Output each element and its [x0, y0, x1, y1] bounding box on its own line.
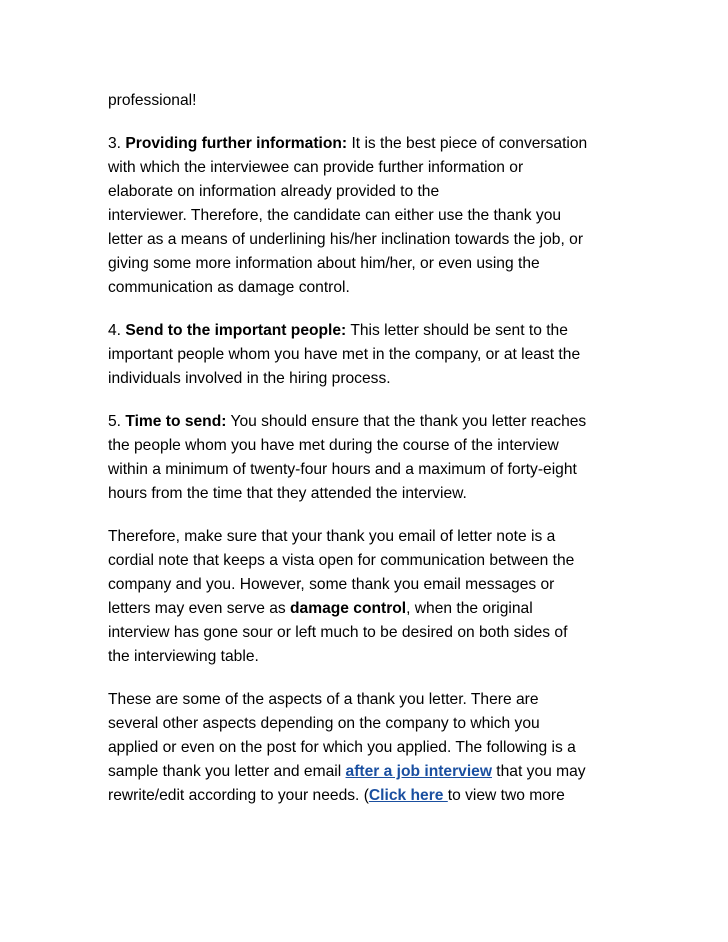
text-line	[108, 760, 628, 784]
text-line: professional!	[108, 92, 197, 109]
paragraph-point-5	[108, 410, 628, 506]
text-run: that you may	[491, 763, 586, 780]
text-line: letter as a means of underlining his/her inclination towards the job, or	[108, 231, 584, 248]
text-line	[108, 132, 628, 156]
text-line	[108, 410, 628, 434]
text-line: interviewer. Therefore, the candidate can either use the thank you	[108, 207, 562, 224]
point-number: 4.	[108, 322, 126, 339]
text-run: , when the original	[406, 600, 533, 617]
paragraph-point-4	[108, 319, 628, 391]
point-number: 5.	[108, 413, 126, 430]
text-line: communication as damage control.	[108, 279, 350, 296]
document-page	[108, 89, 628, 827]
paragraph-point-3	[108, 132, 628, 300]
point-number: 3.	[108, 135, 126, 152]
text-line: interview has gone sour or left much to be desired on both sides of	[108, 624, 568, 641]
text-line: with which the interviewee can provide further information or	[108, 159, 524, 176]
text-line: Therefore, make sure that your thank you email of letter note is a	[108, 528, 556, 545]
text-line: elaborate on information already provided to the	[108, 183, 440, 200]
text-line: cordial note that keeps a vista open for communication between the	[108, 552, 575, 569]
text-line: important people whom you have met in the company, or at least the	[108, 346, 581, 363]
after-job-interview-link[interactable]: after a job interview	[345, 763, 492, 780]
text-line	[108, 784, 628, 808]
text-run: rewrite/edit according to your needs. (	[108, 787, 369, 804]
text-line: applied or even on the post for which you applied. The following is a	[108, 739, 576, 756]
paragraph-aspects	[108, 688, 628, 808]
text-line: company and you. However, some thank you email messages or	[108, 576, 555, 593]
paragraph-continuation	[108, 89, 628, 113]
paragraph-therefore	[108, 525, 628, 669]
text-line: individuals involved in the hiring process.	[108, 370, 391, 387]
click-here-link[interactable]: Click here	[368, 787, 448, 804]
text-line	[108, 597, 628, 621]
text-line	[108, 319, 628, 343]
text-line: several other aspects depending on the company to which you	[108, 715, 540, 732]
point-heading: Providing further information:	[125, 135, 348, 152]
point-heading: Send to the important people:	[125, 322, 347, 339]
point-heading: Time to send:	[125, 413, 227, 430]
text-line: within a minimum of twenty-four hours and a maximum of forty-eight	[108, 461, 577, 478]
text-line: These are some of the aspects of a thank you letter. There are	[108, 691, 539, 708]
text-line: giving some more information about him/her, or even using the	[108, 255, 540, 272]
text-run: It is the best piece of conversation	[347, 135, 588, 152]
emphasis-damage-control: damage control	[290, 600, 407, 617]
text-run: sample thank you letter and email	[108, 763, 346, 780]
text-line: hours from the time that they attended the interview.	[108, 485, 467, 502]
text-run: letters may even serve as	[108, 600, 291, 617]
text-run: This letter should be sent to the	[346, 322, 568, 339]
text-line: the interviewing table.	[108, 648, 259, 665]
text-run: to view two more	[447, 787, 565, 804]
text-line: the people whom you have met during the course of the interview	[108, 437, 559, 454]
text-run: You should ensure that the thank you letter reaches	[226, 413, 587, 430]
